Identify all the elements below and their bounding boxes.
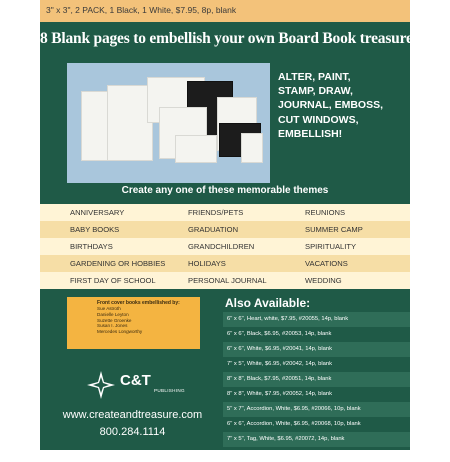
credit-name: Danielle Leyton <box>97 311 129 317</box>
blank-book <box>175 135 217 163</box>
list-item-text: 6" x 6", Accordion, White, $6.95, #20068, 10p, blank <box>227 421 361 427</box>
list-item-text: 6" x 6", Black, $6.95, #20053, 14p, blank <box>227 331 332 337</box>
also-available-title: Also Available: <box>225 296 311 310</box>
list-item <box>223 417 410 432</box>
credit-name: Susan I. Jones <box>97 323 128 329</box>
action-list <box>278 70 406 141</box>
themes-row <box>40 255 410 272</box>
theme-item: BABY BOOKS <box>70 225 120 234</box>
credit-name: Suzette Groenke <box>97 317 132 323</box>
theme-item: SPIRITUALITY <box>305 242 357 251</box>
blank-book <box>241 133 263 163</box>
list-item <box>223 372 410 387</box>
list-item <box>223 402 410 417</box>
list-item-text: 8" x 8", White, $7.95, #20052, 14p, blank <box>227 391 332 397</box>
themes-title: Create any one of these memorable themes <box>121 185 329 196</box>
phone-number: 800.284.1114 <box>99 426 166 438</box>
theme-item: REUNIONS <box>305 208 346 217</box>
credit-name: Mercedes Longworthy <box>97 329 143 335</box>
themes-row <box>40 204 410 221</box>
credit-name: Sue Astroth <box>97 306 121 311</box>
action-line: CUT WINDOWS, <box>278 113 359 126</box>
theme-item: WEDDING <box>305 276 342 285</box>
credits-box <box>67 297 200 349</box>
publisher-logo <box>86 370 216 400</box>
action-line: EMBELLISH! <box>278 127 343 140</box>
list-item <box>223 357 410 372</box>
list-item <box>223 312 410 327</box>
theme-item: VACATIONS <box>305 259 348 268</box>
list-item <box>223 387 410 402</box>
theme-item: GRANDCHILDREN <box>188 242 255 251</box>
list-item <box>223 327 410 342</box>
list-item <box>223 342 410 357</box>
list-item-text: 7" x 5", White, $6.95, #20042, 14p, blank <box>227 361 332 367</box>
theme-item: ANNIVERSARY <box>70 208 125 217</box>
top-strip <box>40 0 410 22</box>
list-item-text: 8" x 8", Black, $7.95, #20051, 14p, blank <box>227 376 332 382</box>
list-item-text: 6" x 6", Heart, white, $7.95, #20055, 14p, blank <box>227 316 349 322</box>
themes-row <box>40 272 410 289</box>
credits-heading: Front cover books embellished by: <box>97 300 180 306</box>
website-url: www.createandtreasure.com <box>62 409 203 421</box>
publisher-logo-icon <box>86 370 116 400</box>
theme-item: GRADUATION <box>188 225 239 234</box>
theme-item: SUMMER CAMP <box>305 225 363 234</box>
product-photo <box>67 63 270 183</box>
theme-item: HOLIDAYS <box>188 259 226 268</box>
action-line: JOURNAL, EMBOSS, <box>278 99 384 112</box>
action-line: STAMP, DRAW, <box>278 85 353 98</box>
themes-row <box>40 221 410 238</box>
publisher-logo-subtitle: PUBLISHING <box>154 388 185 393</box>
back-cover <box>40 0 418 457</box>
theme-item: PERSONAL JOURNAL <box>188 276 267 285</box>
list-item <box>223 432 410 447</box>
theme-item: FRIENDS/PETS <box>188 208 244 217</box>
themes-row <box>40 238 410 255</box>
list-item-text: 5" x 3", Tag, 2 Pack, White, $7.95, #20070, 8p, blank <box>227 451 363 457</box>
list-item-text: 5" x 7", Accordion, White, $6.95, #20066, 10p, blank <box>227 406 361 412</box>
headline: 8 Blank pages to embellish your own Board Book treasure! <box>40 30 418 47</box>
list-item-text: 7" x 5", Tag, White, $6.95, #20072, 14p, blank <box>227 436 345 442</box>
publisher-logo-text: C&T <box>120 372 151 389</box>
action-line: ALTER, PAINT, <box>278 71 351 83</box>
themes-table <box>40 204 410 289</box>
theme-item: GARDENING OR HOBBIES <box>70 259 166 268</box>
theme-item: FIRST DAY OF SCHOOL <box>70 276 156 285</box>
also-available-list <box>223 312 410 462</box>
theme-item: BIRTHDAYS <box>70 242 113 251</box>
list-item <box>223 447 410 462</box>
product-spec: 3" x 3", 2 PACK, 1 Black, 1 White, $7.95, 8p, blank <box>46 5 237 15</box>
list-item-text: 6" x 6", White, $6.95, #20041, 14p, blank <box>227 346 332 352</box>
